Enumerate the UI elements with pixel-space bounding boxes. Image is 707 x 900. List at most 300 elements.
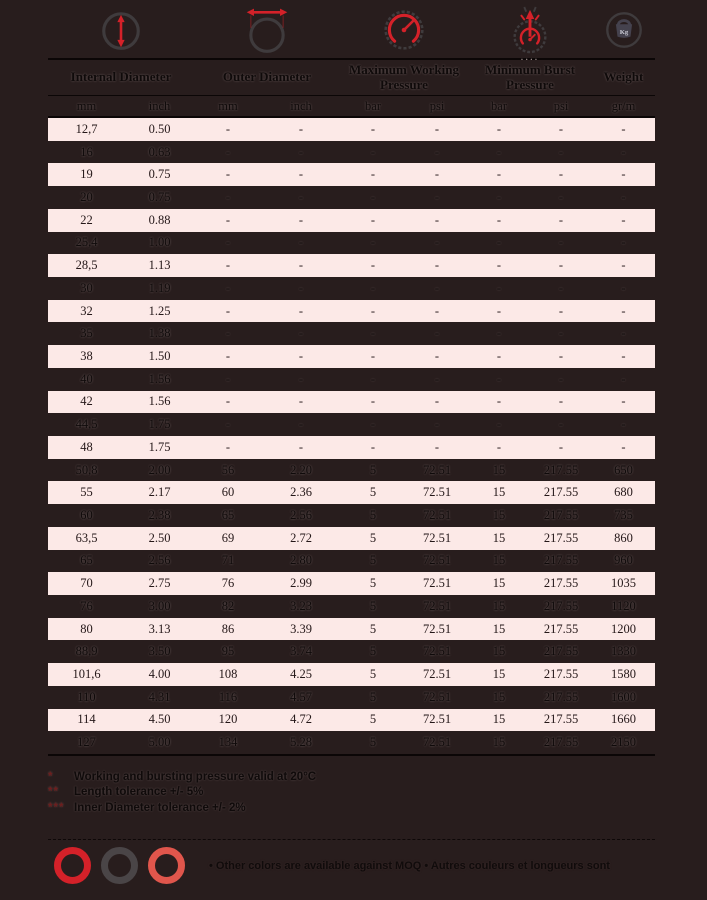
table-cell: -: [298, 280, 304, 295]
table-cell: 5: [369, 598, 377, 613]
table-cell: 30: [80, 280, 93, 295]
table-cell: 72.51: [422, 621, 452, 636]
table-cell: 4.00: [148, 666, 171, 681]
table-row: [48, 663, 655, 686]
table-cell: -: [558, 121, 564, 136]
table-cell: -: [225, 189, 231, 204]
table-cell: 15: [492, 735, 506, 750]
table-cell: -: [434, 212, 440, 227]
table-cell: -: [496, 235, 502, 250]
table-cell: 217.55: [543, 735, 579, 750]
table-cell: 15: [492, 507, 506, 522]
table-row: [48, 731, 655, 754]
table-cell: -: [370, 258, 376, 273]
table-cell: 22: [80, 212, 93, 227]
table-cell: -: [370, 394, 376, 409]
table-cell: 69: [221, 530, 235, 545]
table-cell: 1600: [611, 689, 636, 704]
table-cell: -: [225, 258, 231, 273]
table-cell: 1200: [611, 621, 636, 636]
table-cell: 3.50: [148, 644, 171, 659]
table-cell: 72.51: [422, 507, 452, 522]
table-cell: 15: [492, 712, 506, 727]
table-cell: -: [225, 394, 231, 409]
units-row: [48, 96, 655, 118]
table-cell: 0.75: [148, 189, 171, 204]
table-cell: 1580: [611, 666, 636, 681]
table-cell: -: [225, 439, 231, 454]
table-cell: 60: [80, 507, 93, 522]
footnote: [48, 785, 655, 801]
table-cell: -: [225, 212, 231, 227]
table-cell: 4.57: [290, 689, 312, 704]
table-cell: -: [370, 326, 376, 341]
table-cell: 5: [369, 553, 377, 568]
table-cell: -: [496, 303, 502, 318]
table-cell: -: [496, 417, 502, 432]
table-cell: -: [621, 167, 626, 182]
table-cell: -: [558, 394, 564, 409]
table-cell: 72.51: [422, 462, 452, 477]
table-cell: -: [370, 189, 376, 204]
table-cell: -: [496, 348, 502, 363]
table-cell: -: [225, 417, 231, 432]
table-cell: -: [225, 144, 231, 159]
footer-note: • Other colors are available against MOQ • Autres couleurs et longueurs sont: [209, 859, 610, 872]
table-cell: 1035: [611, 576, 636, 591]
table-cell: 1120: [611, 598, 636, 613]
table-cell: 1660: [611, 712, 636, 727]
table-row: [48, 141, 655, 164]
table-row: [48, 595, 655, 618]
table-cell: 15: [492, 621, 506, 636]
table-cell: -: [434, 280, 440, 295]
table-cell: -: [434, 439, 440, 454]
table-cell: -: [298, 303, 304, 318]
gray-ring: [101, 847, 138, 884]
table-body: [48, 118, 655, 756]
table-cell: -: [621, 439, 626, 454]
column-header-label: Weight: [603, 69, 644, 85]
table-cell: 2.20: [290, 462, 312, 477]
table-row: [48, 640, 655, 663]
table-cell: -: [298, 417, 304, 432]
table-row: [48, 618, 655, 641]
table-cell: -: [621, 371, 626, 386]
table-row: [48, 254, 655, 277]
table-cell: 2.36: [290, 485, 312, 500]
unit-label: inch: [290, 98, 312, 113]
table-cell: -: [225, 326, 231, 341]
table-cell: -: [370, 280, 376, 295]
table-cell: -: [434, 121, 440, 136]
table-cell: 28,5: [75, 258, 98, 273]
column-header-outer-diameter: [194, 70, 340, 85]
table-cell: 20: [80, 189, 93, 204]
table-cell: -: [298, 212, 304, 227]
table-cell: 2.50: [148, 530, 171, 545]
table-cell: -: [298, 167, 304, 182]
table-cell: 25,4: [75, 235, 98, 250]
table-cell: -: [225, 303, 231, 318]
table-cell: 217.55: [543, 576, 579, 591]
table-cell: 5.00: [148, 735, 171, 750]
table-cell: 12,7: [75, 121, 98, 136]
table-cell: -: [434, 167, 440, 182]
table-cell: 217.55: [543, 644, 579, 659]
unit-label: bar: [365, 98, 381, 113]
table-cell: -: [558, 348, 564, 363]
internal-diameter-icon: [98, 7, 144, 53]
table-cell: -: [621, 258, 626, 273]
table-cell: 15: [492, 553, 506, 568]
table-cell: 44,5: [75, 417, 98, 432]
table-cell: 88,9: [75, 644, 98, 659]
table-cell: -: [621, 121, 626, 136]
table-cell: 2.75: [148, 576, 171, 591]
table-cell: -: [370, 303, 376, 318]
table-cell: -: [298, 348, 304, 363]
table-cell: -: [496, 371, 502, 386]
table-cell: -: [558, 235, 564, 250]
table-cell: -: [621, 348, 626, 363]
table-cell: -: [496, 280, 502, 295]
table-cell: 1.75: [148, 439, 171, 454]
table-cell: 217.55: [543, 507, 579, 522]
table-cell: 72.51: [422, 485, 452, 500]
table-cell: 2150: [611, 735, 636, 750]
table-cell: 217.55: [543, 621, 579, 636]
table-cell: 4.50: [148, 712, 171, 727]
table-cell: 3.39: [290, 621, 312, 636]
table-cell: 0.50: [148, 121, 171, 136]
column-header-max-working-pressure: [340, 63, 468, 92]
table-cell: 2.00: [148, 462, 171, 477]
table-cell: 110: [77, 689, 96, 704]
table-cell: -: [496, 189, 502, 204]
footnote-text: Length tolerance +/- 5%: [74, 786, 204, 799]
table-cell: -: [434, 417, 440, 432]
table-cell: 0.88: [148, 212, 171, 227]
table-row: [48, 345, 655, 368]
table-cell: 65: [80, 553, 93, 568]
table-cell: -: [621, 189, 626, 204]
table-cell: 71: [221, 553, 235, 568]
table-cell: 4.72: [290, 712, 312, 727]
table-cell: 42: [80, 394, 93, 409]
table-cell: -: [496, 167, 502, 182]
table-cell: -: [298, 144, 304, 159]
table-row: [48, 368, 655, 391]
red-ring: [54, 847, 91, 884]
table-cell: -: [225, 121, 231, 136]
table-cell: -: [621, 144, 626, 159]
table-row: [48, 481, 655, 504]
unit-label: gr/m: [611, 98, 636, 113]
table-cell: -: [496, 394, 502, 409]
table-cell: -: [496, 144, 502, 159]
table-cell: 5: [369, 621, 377, 636]
table-cell: 1.00: [148, 235, 171, 250]
table-cell: 5: [369, 462, 377, 477]
table-cell: 114: [77, 712, 96, 727]
table-cell: -: [558, 326, 564, 341]
table-cell: 108: [218, 666, 238, 681]
table-cell: -: [621, 212, 626, 227]
table-cell: 19: [80, 167, 93, 182]
table-cell: 2.99: [290, 576, 312, 591]
table-cell: 72.51: [422, 735, 452, 750]
table-cell: 15: [492, 598, 506, 613]
table-cell: 72.51: [422, 576, 452, 591]
table-cell: -: [496, 121, 502, 136]
table-cell: -: [298, 371, 304, 386]
column-header-label: Minimum Burst Pressure: [485, 61, 575, 92]
table-cell: 15: [492, 576, 506, 591]
table-cell: -: [298, 258, 304, 273]
table-cell: 95: [221, 644, 235, 659]
table-cell: 5: [369, 576, 377, 591]
table-cell: 2.38: [148, 507, 171, 522]
table-cell: 16: [80, 144, 93, 159]
footer: [48, 840, 655, 892]
table-cell: 5: [369, 712, 377, 727]
table-cell: 1.19: [148, 280, 171, 295]
table-cell: -: [558, 212, 564, 227]
table-cell: -: [370, 348, 376, 363]
table-cell: -: [558, 371, 564, 386]
table-cell: 80: [80, 621, 93, 636]
column-header-min-burst-pressure: [468, 54, 592, 92]
table-row: [48, 277, 655, 300]
table-cell: 1.56: [148, 371, 171, 386]
table-cell: -: [370, 212, 376, 227]
table-cell: 127: [77, 735, 96, 750]
table-cell: 1.25: [148, 303, 171, 318]
table-cell: 35: [80, 326, 93, 341]
table-cell: -: [370, 167, 376, 182]
table-cell: 3.00: [148, 598, 171, 613]
table-cell: 1.38: [148, 326, 171, 341]
unit-label: bar: [491, 98, 507, 113]
table-cell: 38: [80, 348, 93, 363]
table-cell: -: [434, 235, 440, 250]
table-cell: -: [370, 144, 376, 159]
max-working-pressure-icon: [381, 7, 427, 53]
table-cell: 72.51: [422, 644, 452, 659]
unit-label: psi: [553, 98, 569, 113]
table-cell: 217.55: [543, 712, 579, 727]
table-cell: 3.74: [290, 644, 312, 659]
table-cell: 2.56: [290, 507, 312, 522]
table-cell: 960: [614, 553, 633, 568]
table-cell: 116: [218, 689, 238, 704]
table-row: [48, 709, 655, 732]
table-cell: 217.55: [543, 689, 579, 704]
table-row: [48, 686, 655, 709]
table-cell: -: [621, 417, 626, 432]
table-cell: 4.31: [148, 689, 171, 704]
table-cell: -: [496, 212, 502, 227]
unit-label: mm: [218, 98, 238, 113]
table-cell: -: [558, 167, 564, 182]
table-cell: 3.13: [148, 621, 171, 636]
table-cell: 50,8: [75, 462, 98, 477]
spec-table: [48, 0, 655, 892]
footnote-text: Working and bursting pressure valid at 20°C: [74, 770, 317, 783]
table-cell: -: [370, 371, 376, 386]
table-cell: 5: [369, 507, 377, 522]
table-cell: 1.50: [148, 348, 171, 363]
table-cell: 1330: [611, 644, 636, 659]
table-cell: 15: [492, 530, 506, 545]
table-row: [48, 459, 655, 482]
table-cell: 680: [614, 485, 633, 500]
table-cell: -: [225, 348, 231, 363]
table-cell: -: [621, 394, 626, 409]
table-cell: 56: [221, 462, 235, 477]
unit-label: psi: [429, 98, 445, 113]
table-cell: 5: [369, 485, 377, 500]
table-row: [48, 572, 655, 595]
table-cell: -: [225, 167, 231, 182]
column-header-label: Outer Diameter: [222, 69, 312, 85]
table-cell: 1.13: [148, 258, 171, 273]
table-cell: 1.75: [148, 417, 171, 432]
table-row: [48, 186, 655, 209]
table-cell: 5: [369, 666, 377, 681]
table-cell: 48: [80, 439, 93, 454]
table-cell: -: [621, 303, 626, 318]
table-cell: 860: [614, 530, 633, 545]
table-cell: 82: [221, 598, 235, 613]
column-header-weight: [592, 70, 655, 85]
table-cell: -: [298, 189, 304, 204]
table-cell: 2.72: [290, 530, 312, 545]
table-cell: 1.56: [148, 394, 171, 409]
table-cell: 217.55: [543, 553, 579, 568]
table-cell: 2.17: [148, 485, 171, 500]
table-cell: -: [558, 303, 564, 318]
column-group-header-row: [48, 54, 655, 96]
table-cell: 15: [492, 462, 506, 477]
table-cell: 72.51: [422, 666, 452, 681]
table-row: [48, 413, 655, 436]
table-cell: 101,6: [72, 666, 101, 681]
table-cell: 86: [221, 621, 235, 636]
table-cell: 15: [492, 666, 506, 681]
table-cell: 4.25: [290, 666, 312, 681]
table-cell: -: [558, 417, 564, 432]
table-cell: -: [496, 439, 502, 454]
column-header-label: Internal Diameter: [70, 69, 172, 85]
table-cell: 5: [369, 644, 377, 659]
column-header-internal-diameter: [48, 70, 194, 85]
table-cell: 5: [369, 530, 377, 545]
table-cell: -: [434, 371, 440, 386]
table-cell: -: [621, 235, 626, 250]
table-cell: -: [370, 417, 376, 432]
table-cell: 32: [80, 303, 93, 318]
table-cell: -: [558, 258, 564, 273]
table-cell: -: [225, 280, 231, 295]
table-cell: 0.75: [148, 167, 171, 182]
table-cell: 72.51: [422, 712, 452, 727]
footnote: [48, 800, 655, 816]
table-cell: -: [370, 439, 376, 454]
table-cell: 76: [221, 576, 235, 591]
column-header-label: Maximum Working Pressure: [349, 61, 459, 92]
footnotes: [48, 769, 655, 816]
table-cell: -: [298, 121, 304, 136]
table-cell: 60: [221, 485, 235, 500]
table-cell: -: [298, 326, 304, 341]
table-cell: 2.56: [148, 553, 171, 568]
min-burst-pressure-icon: [507, 4, 553, 56]
table-cell: -: [225, 235, 231, 250]
table-cell: 76: [80, 598, 93, 613]
outer-diameter-icon: [242, 5, 292, 55]
table-cell: 217.55: [543, 598, 579, 613]
table-cell: -: [225, 371, 231, 386]
table-cell: 15: [492, 689, 506, 704]
table-cell: 40: [80, 371, 93, 386]
table-cell: -: [558, 439, 564, 454]
footnote-text: Inner Diameter tolerance +/- 2%: [74, 801, 246, 814]
table-cell: 134: [218, 735, 238, 750]
color-options: [54, 847, 185, 884]
table-cell: -: [434, 258, 440, 273]
table-cell: 5: [369, 689, 377, 704]
weight-icon: [603, 9, 645, 51]
table-cell: 72.51: [422, 530, 452, 545]
table-cell: -: [621, 280, 626, 295]
table-cell: 55: [80, 485, 93, 500]
light-red-ring: [148, 847, 185, 884]
table-cell: 217.55: [543, 485, 579, 500]
table-cell: 15: [492, 485, 506, 500]
table-cell: 3.23: [290, 598, 312, 613]
table-row: [48, 391, 655, 414]
table-cell: -: [558, 189, 564, 204]
footnote-marker: **: [48, 786, 59, 799]
footnote: [48, 769, 655, 785]
table-row: [48, 163, 655, 186]
table-row: [48, 322, 655, 345]
table-cell: -: [496, 258, 502, 273]
table-cell: -: [621, 326, 626, 341]
table-cell: -: [434, 348, 440, 363]
table-cell: 217.55: [543, 666, 579, 681]
table-cell: 72.51: [422, 553, 452, 568]
table-cell: 5: [369, 735, 377, 750]
table-cell: -: [298, 394, 304, 409]
table-cell: 0.63: [148, 144, 171, 159]
table-cell: 217.55: [543, 462, 579, 477]
footnote-marker: *: [48, 770, 54, 783]
table-row: [48, 550, 655, 573]
icon-header-row: [48, 0, 655, 60]
table-cell: -: [434, 144, 440, 159]
table-row: [48, 527, 655, 550]
table-row: [48, 504, 655, 527]
table-cell: 72.51: [422, 689, 452, 704]
table-cell: 217.55: [543, 530, 579, 545]
table-cell: 120: [218, 712, 238, 727]
table-cell: 735: [614, 507, 633, 522]
table-cell: 5.28: [290, 735, 312, 750]
table-cell: -: [298, 235, 304, 250]
